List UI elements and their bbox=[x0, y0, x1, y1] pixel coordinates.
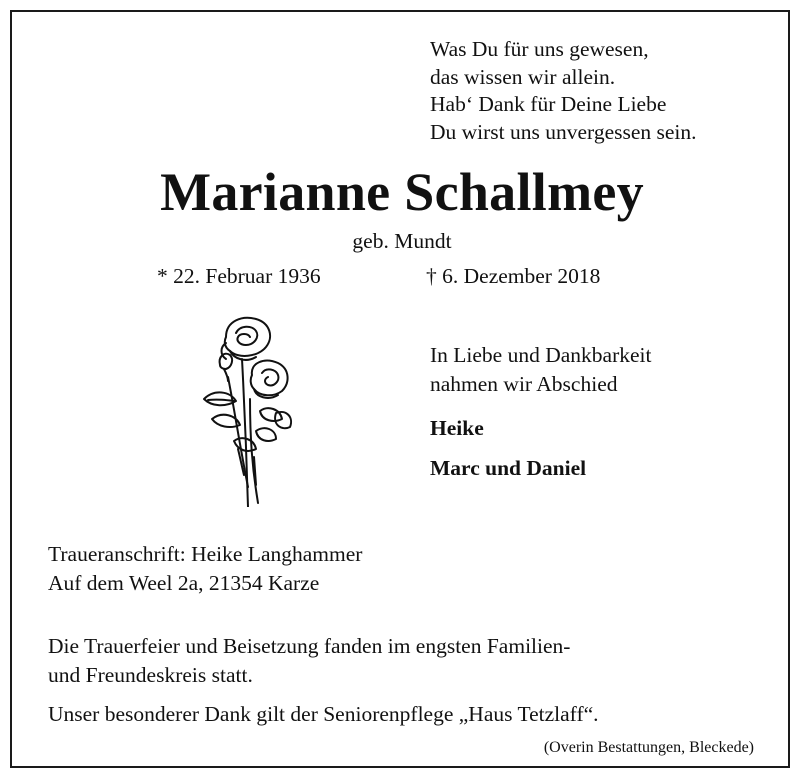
address-line: Traueranschrift: Heike Langhammer bbox=[48, 542, 363, 566]
birth-symbol: * bbox=[157, 264, 168, 288]
rose-illustration-icon bbox=[190, 307, 302, 507]
farewell-line: In Liebe und Dankbarkeit bbox=[430, 343, 652, 367]
poem-line: Du wirst uns unvergessen sein. bbox=[430, 119, 697, 144]
deceased-name: Marianne Schallmey bbox=[160, 162, 644, 222]
maiden-name: geb. Mundt bbox=[352, 229, 452, 253]
farewell-line: nahmen wir Abschied bbox=[430, 372, 618, 396]
cross-icon: † bbox=[426, 264, 437, 288]
birth-date bbox=[157, 263, 321, 289]
death-date bbox=[426, 263, 600, 289]
obituary-frame bbox=[10, 10, 790, 768]
ceremony-line: Die Trauerfeier und Beisetzung fanden im engsten Familien- bbox=[48, 634, 571, 658]
poem-line: Hab‘ Dank für Deine Liebe bbox=[430, 92, 667, 116]
farewell-text bbox=[430, 341, 652, 399]
poem-verse bbox=[430, 36, 697, 146]
poem-line: Was Du für uns gewesen, bbox=[430, 37, 649, 61]
poem-line: das wissen wir allein. bbox=[430, 64, 616, 89]
address-line: Auf dem Weel 2a, 21354 Karze bbox=[48, 571, 320, 595]
undertaker-credit: (Overin Bestattungen, Bleckede) bbox=[543, 739, 754, 756]
mourning-address bbox=[48, 540, 362, 598]
ceremony-line: und Freundeskreis statt. bbox=[48, 663, 253, 687]
mourner-name: Heike bbox=[430, 416, 484, 440]
mourner-name: Marc und Daniel bbox=[430, 456, 587, 480]
birth-date-text: 22. Februar 1936 bbox=[173, 264, 321, 288]
death-date-text: 6. Dezember 2018 bbox=[442, 264, 601, 288]
ceremony-notice bbox=[48, 632, 570, 690]
thanks-note: Unser besonderer Dank gilt der Seniorenpflege „Haus Tetzlaff“. bbox=[48, 702, 599, 726]
